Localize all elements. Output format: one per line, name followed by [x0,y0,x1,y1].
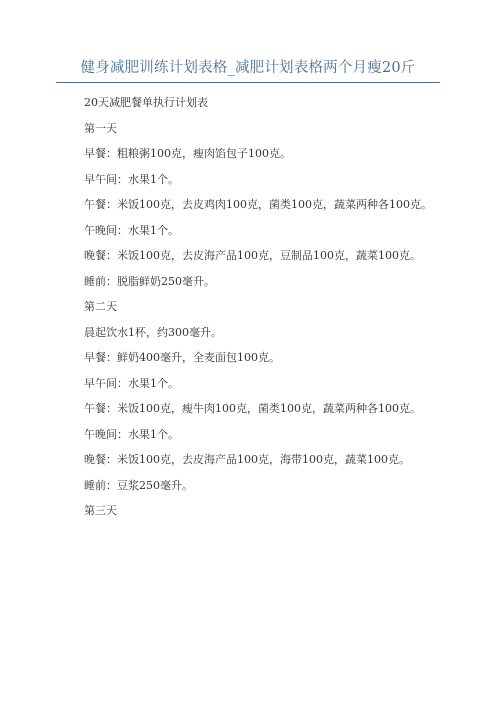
paragraph-day-one: 第一天 [84,121,117,135]
paragraph-morning-snack: 早午间：水果1个。 [84,172,179,186]
paragraph-dinner: 晚餐：米饭100克，去皮海产品100克，豆制品100克，蔬菜100克。 [84,249,421,262]
paragraph-breakfast: 早餐：鲜奶400毫升，全麦面包100克。 [84,351,280,364]
paragraph-lunch: 午餐：米饭100克，去皮鸡肉100克，菌类100克，蔬菜两种各100克。 [84,198,432,211]
paragraph-bedtime: 睡前：豆浆250毫升。 [84,478,193,492]
paragraph-dinner: 晚餐：米饭100克，去皮海产品100克，海带100克，蔬菜100克。 [84,453,410,466]
paragraph-lunch: 午餐：米饭100克，瘦牛肉100克，菌类100克，蔬菜两种各100克。 [84,402,421,415]
paragraph-bedtime: 睡前：脱脂鲜奶250毫升。 [84,274,215,288]
paragraph-morning-water: 晨起饮水1杯，约300毫升。 [84,325,222,339]
document-body [56,95,440,529]
title-divider [56,82,440,83]
paragraph-day-two: 第二天 [84,300,117,313]
paragraph-day-three: 第三天 [84,504,117,517]
document-title: 健身减肥训练计划表格_减肥计划表格两个月瘦20斤 [80,60,416,76]
paragraph-afternoon-snack: 午晚间：水果1个。 [84,427,179,441]
paragraph-morning-snack: 早午间：水果1个。 [84,376,179,390]
paragraph-afternoon-snack: 午晚间：水果1个。 [84,223,179,237]
paragraph-plan-heading: 20天减肥餐单执行计划表 [84,96,208,109]
paragraph-breakfast: 早餐：粗粮粥100克，瘦肉馅包子100克。 [84,147,291,160]
